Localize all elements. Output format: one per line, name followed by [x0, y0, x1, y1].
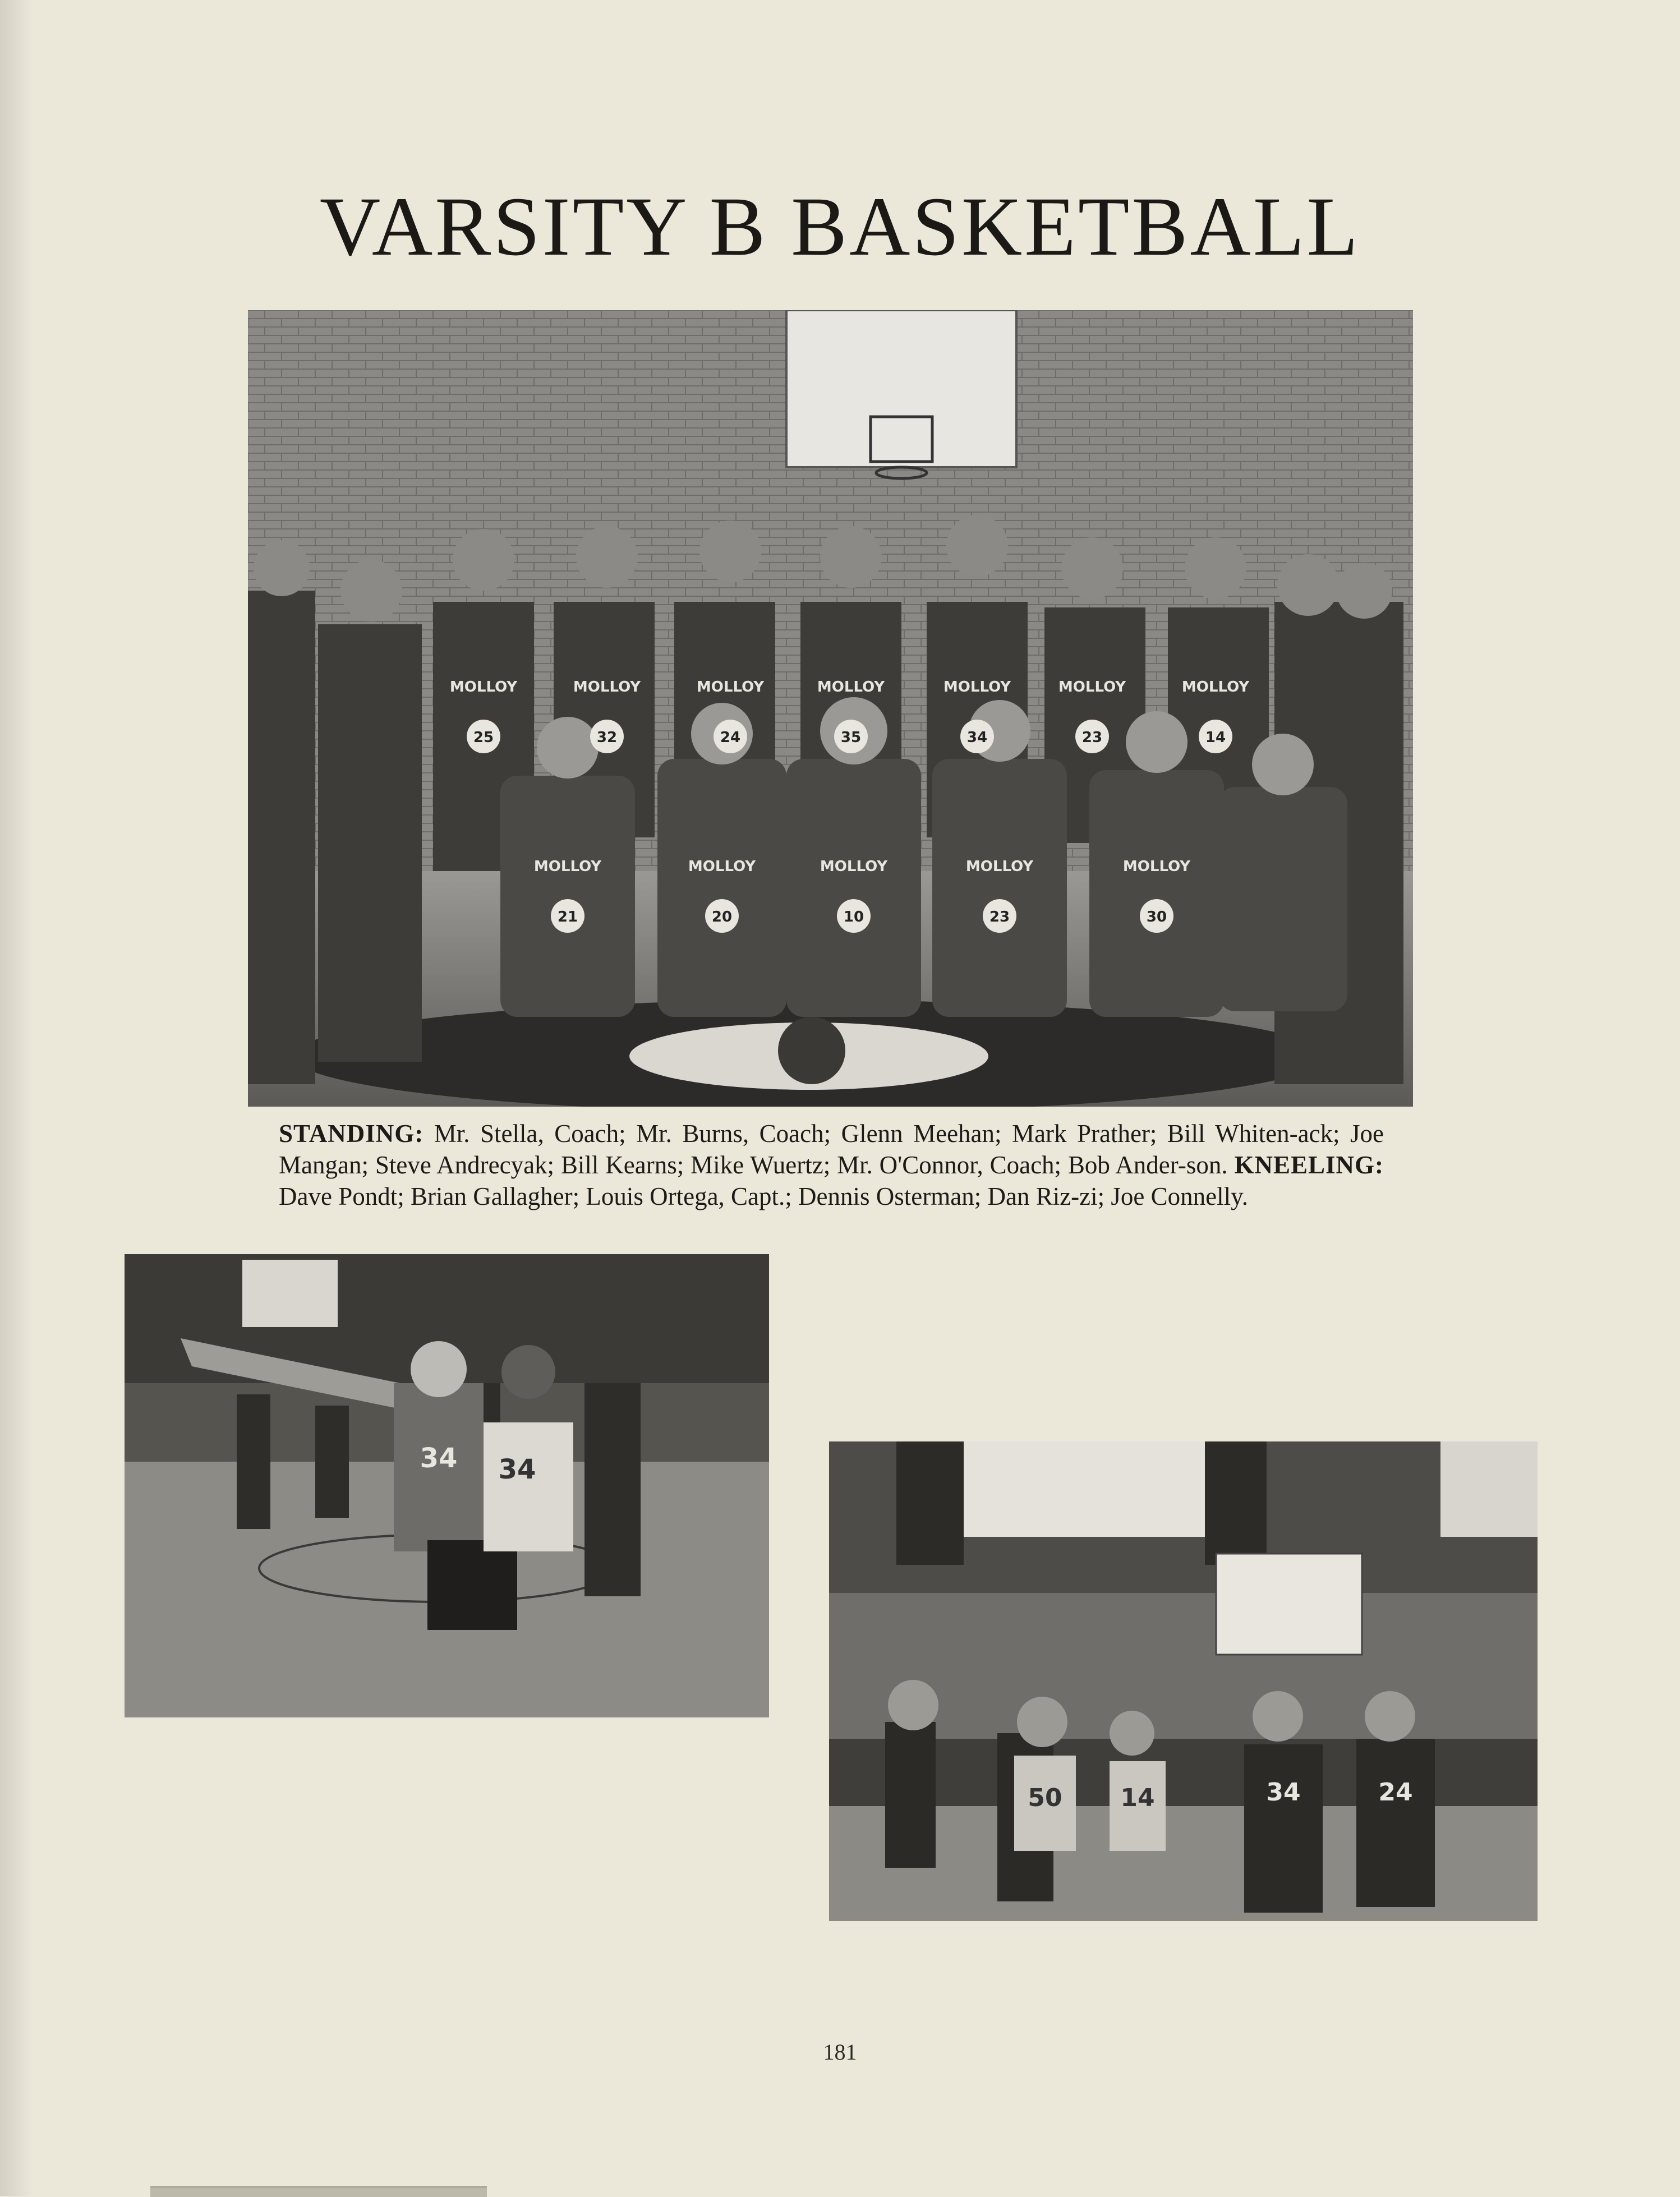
standing-label: STANDING:: [279, 1120, 424, 1148]
standing-jersey-number: 34: [966, 729, 988, 746]
jersey-text: MOLLOY: [533, 858, 602, 875]
jersey-text: MOLLOY: [817, 679, 885, 696]
action-photo-left: [125, 1254, 769, 1717]
kneeling-label: KNEELING:: [1234, 1151, 1384, 1179]
standing-jersey-number: 35: [840, 729, 862, 746]
action-jersey-number: 14: [1120, 1784, 1155, 1812]
team-photo: [248, 310, 1413, 1107]
standing-jersey-number: 14: [1205, 729, 1226, 746]
jersey-text: MOLLOY: [573, 679, 641, 696]
standing-jersey-number: 25: [473, 729, 494, 746]
jersey-text: MOLLOY: [943, 679, 1011, 696]
standing-jersey-number: 23: [1081, 729, 1103, 746]
jersey-text: MOLLOY: [696, 679, 765, 696]
kneeling-jersey-number: 20: [711, 909, 733, 925]
jersey-text: MOLLOY: [1181, 679, 1250, 696]
standing-names: Mr. Stella, Coach; Mr. Burns, Coach; Glenn Meehan; Mark Prather; Bill Whiten-ack; Joe Mangan; Steve Andrecyak; Bill Kearns; Mike Wuertz; Mr. O'Connor, Coach; Bob Ander-son.: [279, 1120, 1384, 1179]
standing-jersey-number: 24: [720, 729, 741, 746]
action-jersey-number: 34: [498, 1454, 536, 1485]
binding-shadow: [0, 0, 34, 2196]
kneeling-jersey-number: 23: [989, 909, 1010, 925]
standing-jersey-number: 32: [596, 729, 618, 746]
photo-caption: [279, 1118, 1384, 1212]
jersey-text: MOLLOY: [1122, 858, 1191, 875]
jersey-text: MOLLOY: [965, 858, 1034, 875]
action-photo-right: [829, 1441, 1538, 1921]
page-number: 181: [823, 2039, 857, 2065]
kneeling-names: Dave Pondt; Brian Gallagher; Louis Ortega, Capt.; Dennis Osterman; Dan Riz-zi; Joe Connelly.: [279, 1182, 1248, 1210]
jersey-text: MOLLOY: [1058, 679, 1126, 696]
action-jersey-number: 24: [1378, 1778, 1413, 1807]
action-jersey-number: 34: [1266, 1778, 1301, 1807]
jersey-text: MOLLOY: [820, 858, 888, 875]
action-jersey-number: 50: [1028, 1784, 1062, 1812]
scan-edge-mark: [150, 2186, 487, 2197]
kneeling-jersey-number: 30: [1146, 909, 1167, 925]
kneeling-jersey-number: 21: [557, 909, 578, 925]
jersey-text: MOLLOY: [688, 858, 756, 875]
kneeling-jersey-number: 10: [843, 909, 864, 925]
jersey-text: MOLLOY: [449, 679, 518, 696]
action-jersey-number: 34: [420, 1443, 458, 1474]
page-title: VARSITY B BASKETBALL: [319, 180, 1361, 273]
